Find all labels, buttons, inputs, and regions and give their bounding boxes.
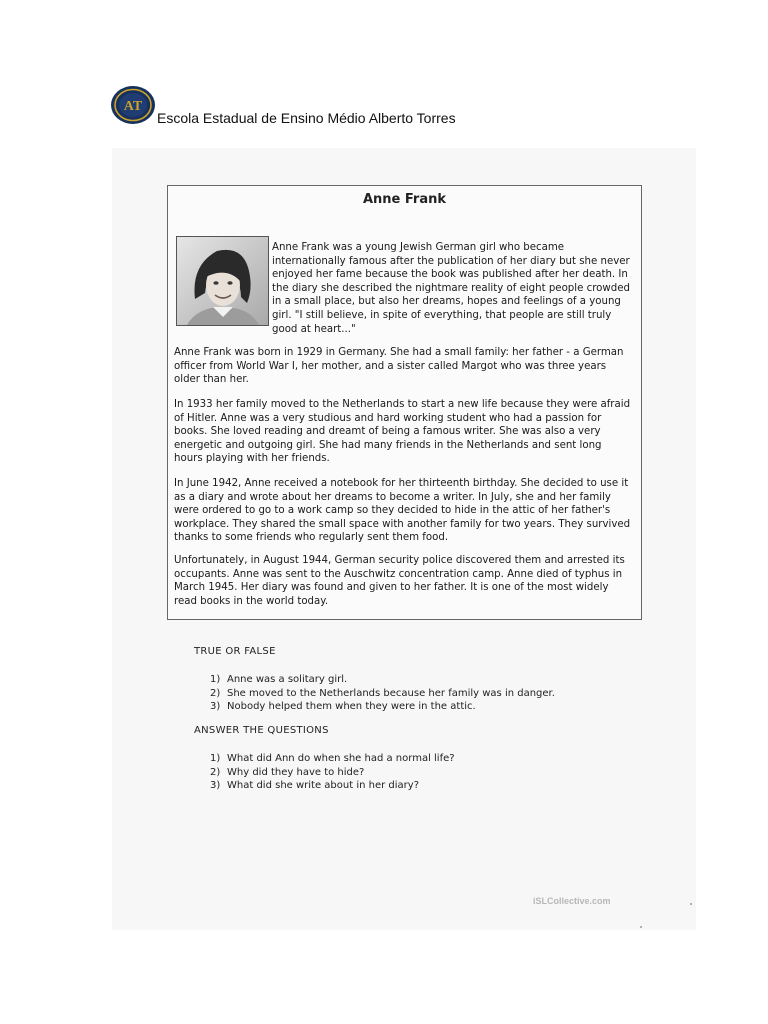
list-item [210,687,555,701]
svg-text:AT: AT [123,99,143,114]
school-name: Escola Estadual de Ensino Médio Alberto Torres [157,110,456,126]
list-item [210,673,555,687]
speck-mark [690,903,692,905]
paragraph-netherlands: In 1933 her family moved to the Netherlands to start a new life because they were afraid of Hitler. Anne was a very studious and hard working student who had a passion for books. She loved reading and dreamt of being a famous writer. She was also a very energetic and outgoing girl. She had many friends in the Netherlands and sent long hours playing with her friends. [174,399,631,465]
paragraph-diary: In June 1942, Anne received a notebook for her thirteenth birthday. She decided to use it as a diary and wrote about her dreams to become a writer. In July, she and her family were ordered to go to a work camp so they decided to hide in the attic of her father's workplace. They shared the small space with another family for two years. They survived thanks to some friends who regularly sent them food. [174,478,631,544]
passage-title: Anne Frank [362,192,447,207]
reading-passage-box [167,185,642,620]
list-item [210,766,455,780]
school-logo [110,85,156,125]
list-item [210,700,555,714]
item-text: What did she write about in her diary? [227,780,420,792]
true-false-list [210,673,555,714]
item-number: 3) [210,780,221,792]
questions-title: ANSWER THE QUESTIONS [194,725,329,736]
list-item [210,779,455,793]
item-number: 2) [210,687,221,699]
item-text: Nobody helped them when they were in the attic. [227,701,476,713]
true-false-title: TRUE OR FALSE [194,646,276,657]
item-text: She moved to the Netherlands because her family was in danger. [227,687,555,699]
item-text: What did Ann do when she had a normal life? [227,753,455,764]
speck-mark [640,926,642,928]
intro-paragraph: Anne Frank was a young Jewish German girl who became internationally famous after the publication of her diary but she never enjoyed her fame because the book was published after her death. In the diary she described the nightmare reality of eight people crowded in a small place, but also her dreams, hopes and feelings of a young girl. "I still believe, in spite of everything, that people are still truly good at heart..." [272,242,630,335]
item-number: 1) [210,753,221,764]
list-item [210,752,455,766]
item-number: 1) [210,674,221,685]
item-text: Anne was a solitary girl. [227,674,348,685]
questions-list [210,752,455,793]
item-number: 3) [210,701,221,713]
paragraph-arrest: Unfortunately, in August 1944, German security police discovered them and arrested its occupants. Anne was sent to the Auschwitz concentration camp. Anne died of typhus in March 1945. Her diary was found and given to her father. It is one of the most widely read books in the world today. [174,555,625,607]
item-number: 2) [210,766,221,778]
watermark: iSLCollective.com [533,896,611,906]
paragraph-birth: Anne Frank was born in 1929 in Germany. She had a small family: her father - a German officer from World War I, her mother, and a sister called Margot who was three years older than her. [174,347,624,386]
item-text: Why did they have to hide? [227,766,365,778]
anne-frank-photo [176,236,269,326]
